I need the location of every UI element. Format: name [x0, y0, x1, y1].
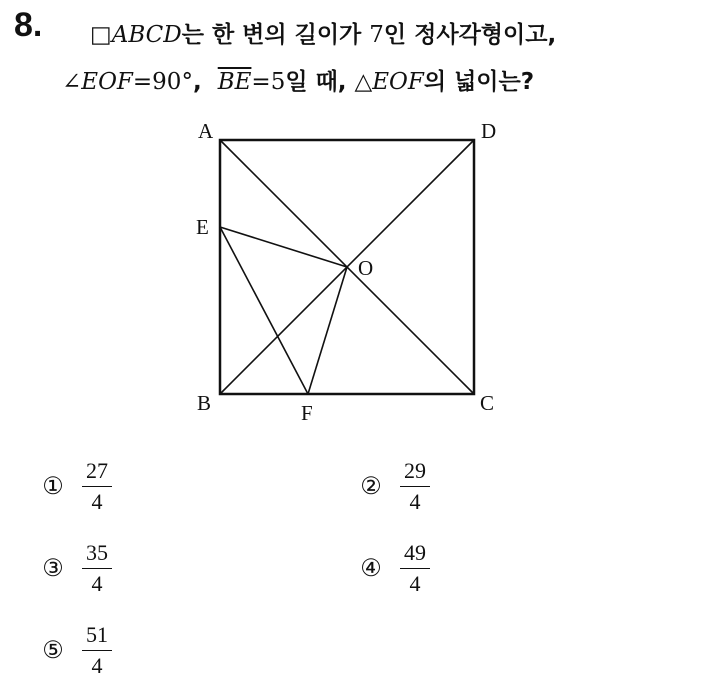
segment-ef [220, 227, 308, 394]
fraction-denominator: 4 [409, 489, 421, 514]
label-a: A [198, 119, 214, 143]
square-symbol: □ [90, 22, 112, 48]
equals-sign: = [132, 69, 153, 95]
question-text: 의 넓이는? [423, 69, 535, 95]
fraction-denominator: 4 [409, 571, 421, 596]
question-text: 인 정사각형이고, [383, 22, 557, 48]
question-text: 는 한 변의 길이가 [181, 22, 370, 48]
choice-marker: ② [360, 474, 382, 500]
angle-name: EOF [81, 69, 133, 95]
fraction-denominator: 4 [91, 489, 103, 514]
label-o: O [358, 256, 374, 280]
choice-marker: ⑤ [42, 638, 64, 664]
choice-fraction [82, 540, 112, 597]
side-length: 7 [369, 22, 384, 48]
choice-fraction [82, 622, 112, 679]
choice-3[interactable] [40, 540, 112, 597]
angle-value: 90 [152, 69, 182, 95]
segment-value: 5 [270, 69, 286, 95]
choice-4[interactable] [358, 540, 430, 597]
fraction-numerator: 49 [400, 540, 430, 569]
geometry-figure [180, 110, 520, 430]
fraction-numerator: 35 [82, 540, 112, 569]
square-name: ABCD [111, 22, 182, 48]
problem-number: 8. [14, 6, 43, 44]
fraction-denominator: 4 [91, 571, 103, 596]
equals-sign: = [251, 69, 271, 95]
question-line-2 [62, 63, 534, 96]
choice-2[interactable] [358, 458, 430, 515]
choice-fraction [82, 458, 112, 515]
choice-marker: ④ [360, 556, 382, 582]
choice-5[interactable] [40, 622, 112, 679]
fraction-numerator: 51 [82, 622, 112, 651]
fraction-numerator: 27 [82, 458, 112, 487]
degree-sign: ° [181, 69, 193, 95]
label-e: E [196, 215, 209, 239]
choice-fraction [400, 458, 430, 515]
triangle-name: EOF [372, 69, 424, 95]
question-line-1 [90, 16, 556, 49]
comma: , [192, 69, 202, 95]
label-b: B [197, 391, 212, 415]
label-d: D [481, 119, 497, 143]
label-c: C [480, 391, 495, 415]
choice-marker: ③ [42, 556, 64, 582]
angle-symbol: ∠ [62, 69, 82, 95]
choice-marker: ① [42, 474, 64, 500]
fraction-denominator: 4 [91, 653, 103, 678]
label-f: F [301, 401, 313, 425]
choice-fraction [400, 540, 430, 597]
question-text: 일 때, [285, 69, 355, 95]
choice-1[interactable] [40, 458, 112, 515]
segment-name: $\overline{BE}$ [217, 69, 252, 95]
triangle-symbol: △ [354, 69, 373, 95]
fraction-numerator: 29 [400, 458, 430, 487]
